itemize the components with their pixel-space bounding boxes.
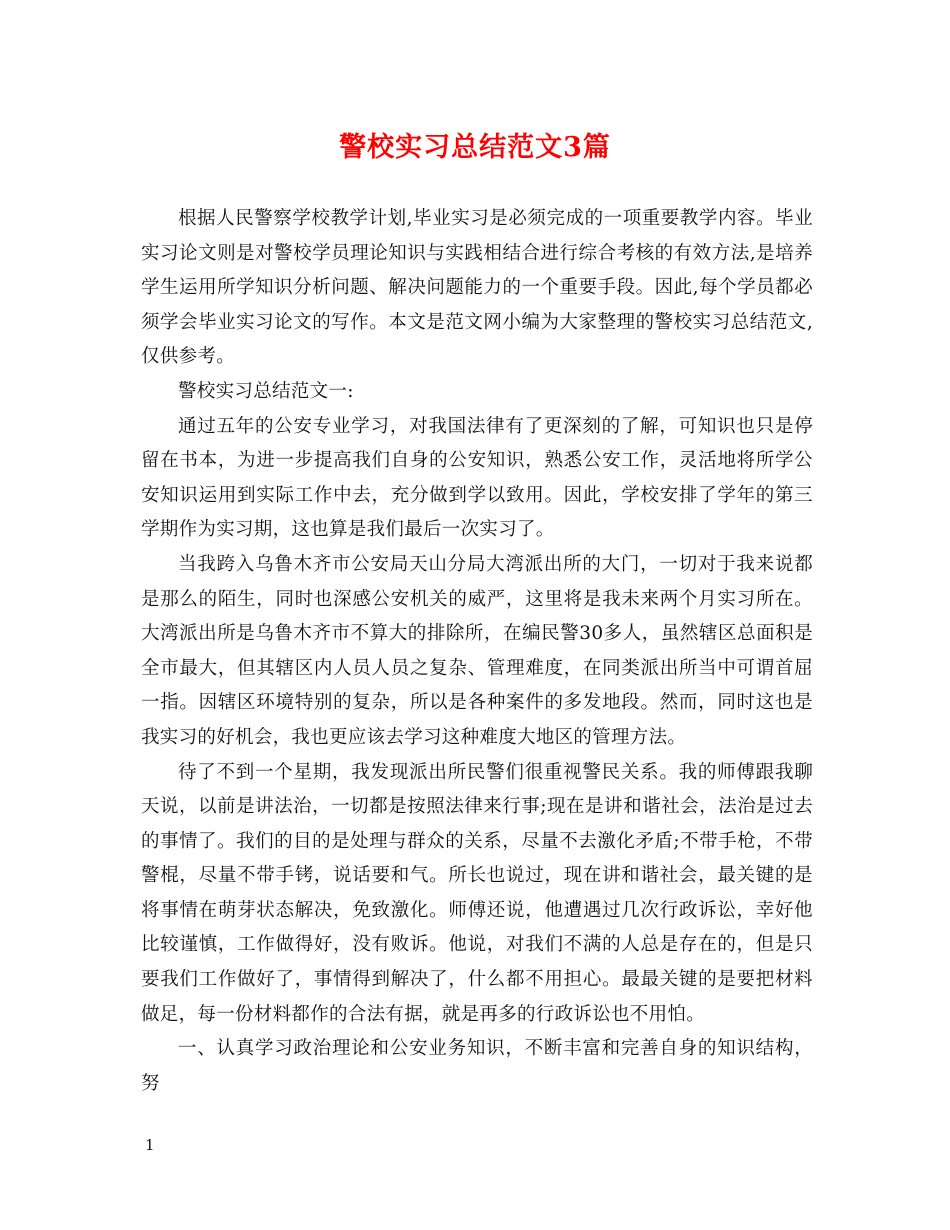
paragraph-police-relations: 待了不到一个星期，我发现派出所民警们很重视警民关系。我的师傅跟我聊天说，以前是讲法治，一切都是按照法律来行事;现在是讲和谐社会，法治是过去的事情了。我们的目的是处理与群众的关系，尽量不去激化矛盾;不带手枪，不带警棍，尽量不带手铐，说话要和气。所长也说过，现在讲和谐社会，最关键的是将事情在萌芽状态解决，免致激化。师傅还说，他遭遇过几次行政诉讼，幸好他比较谨慎，工作做得好，没有败诉。他说，对我们不满的人总是存在的，但是只要我们工作做好了，事情得到解决了，什么都不用担心。最最关键的是要把材料做足，每一份材料都作的合法有据，就是再多的行政诉讼也不用怕。 [141, 761, 813, 1025]
document-title: 警校实习总结范文3篇 [339, 132, 611, 163]
paragraph-police-station: 当我跨入乌鲁木齐市公安局天山分局大湾派出所的大门，一切对于我来说都是那么的陌生，同时也深感公安机关的威严，这里将是我未来两个月实习所在。大湾派出所是乌鲁木齐市不算大的排除所，在编民警30多人，虽然辖区总面积是全市最大，但其辖区内人员人员之复杂、管理难度，在同类派出所当中可谓首屈一指。因辖区环境特别的复杂，所以是各种案件的多发地段。然而，同时这也是我实习的好机会，我也更应该去学习这种难度大地区的管理方法。 [141, 553, 813, 748]
document-body [141, 202, 813, 1101]
paragraph-intro: 根据人民警察学校教学计划,毕业实习是必须完成的一项重要教学内容。毕业实习论文则是对警校学员理论知识与实践相结合进行综合考核的有效方法,是培养学生运用所学知识分析问题、解决问题能力的一个重要手段。因此,每个学员都必须学会毕业实习论文的写作。本文是范文网小编为大家整理的警校实习总结范文,仅供参考。 [141, 208, 813, 368]
page-number: 1 [145, 1136, 155, 1154]
paragraph-point-one: 一、认真学习政治理论和公安业务知识，不断丰富和完善自身的知识结构，努 [141, 1038, 813, 1094]
paragraph-study: 通过五年的公安专业学习，对我国法律有了更深刻的了解，可知识也只是停留在书本，为进一步提高我们自身的公安知识，熟悉公安工作，灵活地将所学公安知识运用到实际工作中去，充分做到学以致用。因此，学校安排了学年的第三学期作为实习期，这也算是我们最后一次实习了。 [141, 415, 813, 541]
paragraph-section-heading: 警校实习总结范文一: [178, 380, 354, 402]
